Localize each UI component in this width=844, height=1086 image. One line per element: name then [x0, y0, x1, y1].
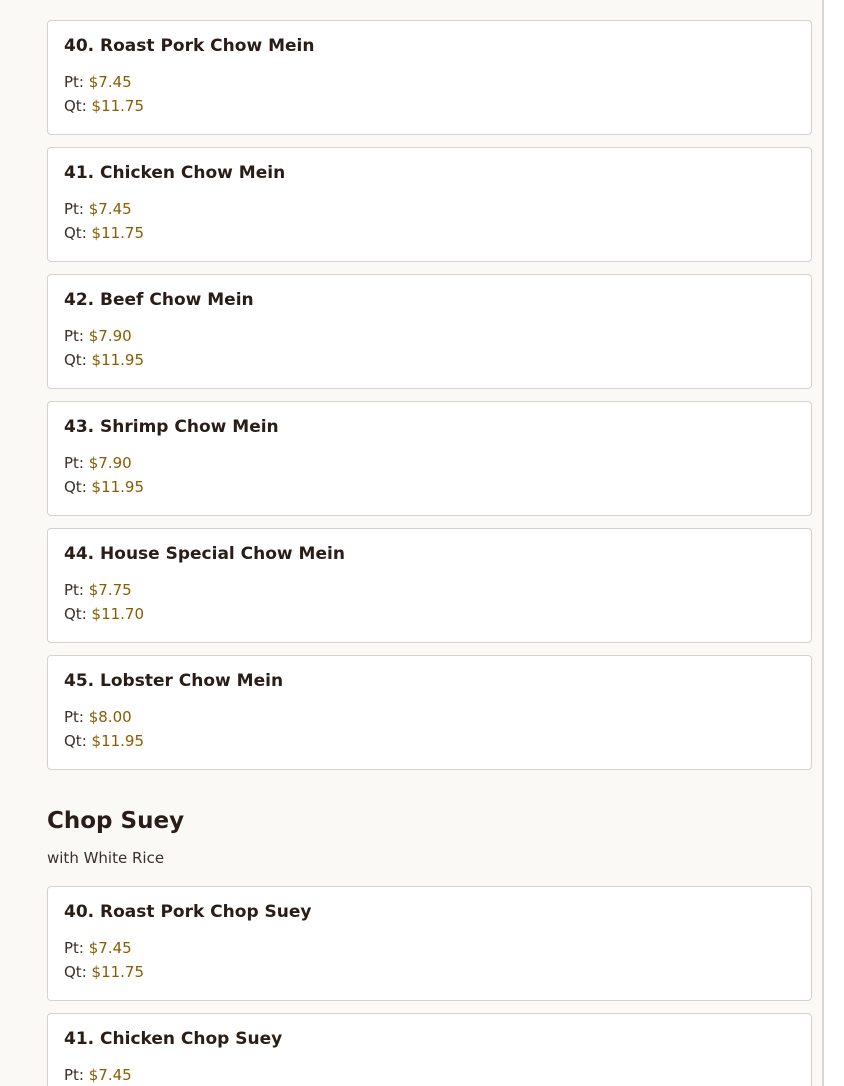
quart-price: $11.95: [91, 478, 145, 496]
quart-price: $11.95: [91, 732, 145, 750]
pint-label: Pt:: [64, 939, 84, 957]
menu-item-name: 43. Shrimp Chow Mein: [64, 417, 279, 437]
menu-item-card[interactable]: [47, 401, 812, 516]
menu-item-name: 45. Lobster Chow Mein: [64, 671, 284, 691]
quart-price-line: [64, 224, 144, 242]
pint-label: Pt:: [64, 708, 84, 726]
section-title: Chop Suey: [47, 808, 185, 834]
menu-item-card[interactable]: [47, 886, 812, 1001]
quart-label: Qt:: [64, 351, 87, 369]
quart-price: $11.75: [91, 97, 145, 115]
quart-price-line: [64, 97, 144, 115]
pint-price: $7.75: [88, 581, 132, 599]
pint-price-line: [64, 200, 132, 218]
pint-price: $7.90: [88, 327, 132, 345]
scroll-gutter: [824, 0, 844, 1086]
menu-item-card[interactable]: [47, 528, 812, 643]
quart-label: Qt:: [64, 224, 87, 242]
pint-price: $7.90: [88, 454, 132, 472]
quart-price: $11.75: [91, 224, 145, 242]
menu-item-name: 41. Chicken Chop Suey: [64, 1029, 283, 1049]
menu-item-name: 44. House Special Chow Mein: [64, 544, 345, 564]
section-subtitle: with White Rice: [47, 849, 165, 867]
menu-item-name: 42. Beef Chow Mein: [64, 290, 254, 310]
quart-price: $11.70: [91, 605, 145, 623]
quart-price-line: [64, 732, 144, 750]
menu-item-card[interactable]: [47, 655, 812, 770]
pint-price: $7.45: [88, 1066, 132, 1084]
quart-price-line: [64, 605, 144, 623]
menu-item-card[interactable]: [47, 20, 812, 135]
pint-price: $7.45: [88, 73, 132, 91]
quart-label: Qt:: [64, 605, 87, 623]
quart-label: Qt:: [64, 478, 87, 496]
menu-item-name: 40. Roast Pork Chow Mein: [64, 36, 315, 56]
quart-label: Qt:: [64, 97, 87, 115]
pint-label: Pt:: [64, 73, 84, 91]
menu-item-name: 41. Chicken Chow Mein: [64, 163, 286, 183]
pint-label: Pt:: [64, 581, 84, 599]
menu-item-card[interactable]: [47, 147, 812, 262]
pint-label: Pt:: [64, 454, 84, 472]
quart-price: $11.75: [91, 963, 145, 981]
pint-price-line: [64, 73, 132, 91]
pint-price-line: [64, 581, 132, 599]
pint-price: $7.45: [88, 939, 132, 957]
pint-price: $8.00: [88, 708, 132, 726]
menu-item-card[interactable]: [47, 1013, 812, 1086]
pint-label: Pt:: [64, 200, 84, 218]
quart-price-line: [64, 963, 144, 981]
quart-label: Qt:: [64, 732, 87, 750]
quart-price-line: [64, 351, 144, 369]
pint-price-line: [64, 1066, 132, 1084]
pint-label: Pt:: [64, 1066, 84, 1084]
pint-price-line: [64, 708, 132, 726]
menu-item-name: 40. Roast Pork Chop Suey: [64, 902, 312, 922]
pint-price: $7.45: [88, 200, 132, 218]
pint-price-line: [64, 327, 132, 345]
pint-label: Pt:: [64, 327, 84, 345]
quart-label: Qt:: [64, 963, 87, 981]
menu-item-card[interactable]: [47, 274, 812, 389]
quart-price: $11.95: [91, 351, 145, 369]
pint-price-line: [64, 939, 132, 957]
pint-price-line: [64, 454, 132, 472]
quart-price-line: [64, 478, 144, 496]
